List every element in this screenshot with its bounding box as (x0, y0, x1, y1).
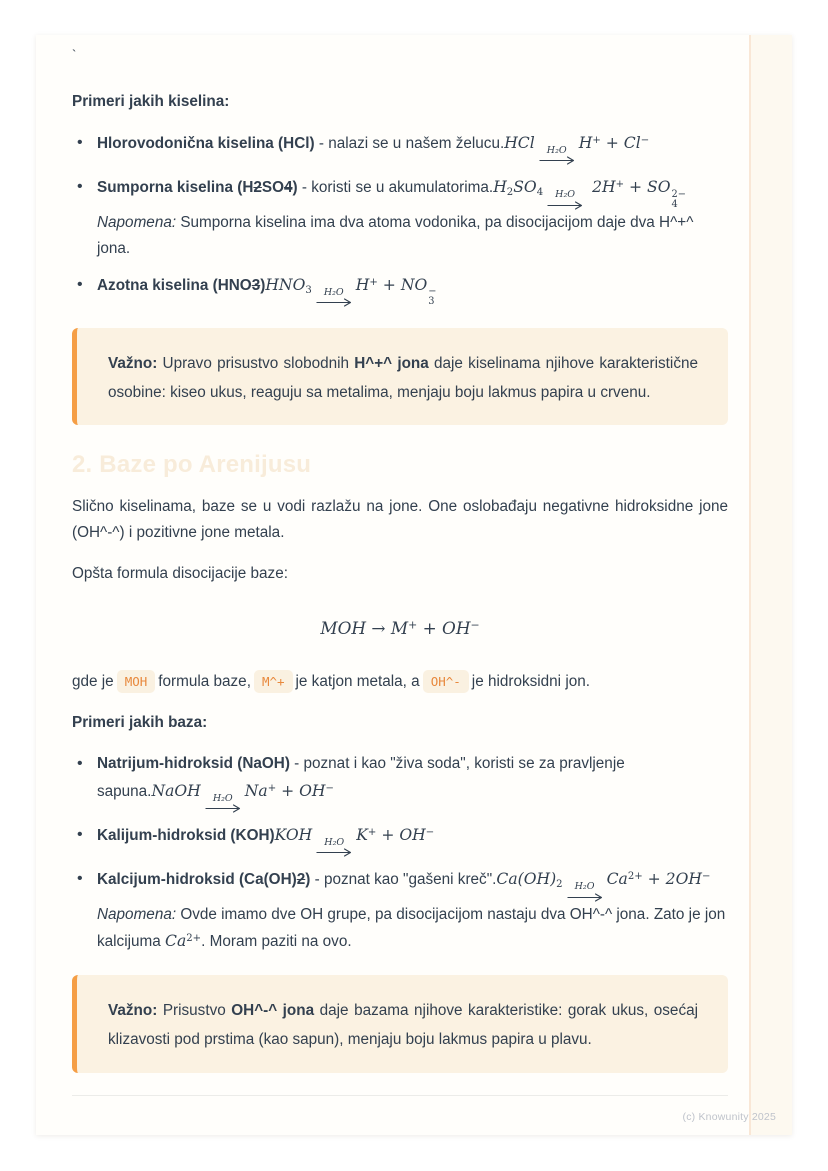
text-run: + (367, 826, 377, 838)
reaction-arrow (539, 146, 575, 166)
page-edge-strip (749, 35, 792, 1135)
text-run: H (355, 275, 370, 294)
text-run: daje bazama njihove karakteristike: gorak ukus, osećaj klizavosti pod prstima (kao sapun), menjaju boju lakmus papira u plavu. (108, 1002, 698, 1049)
text-run: je katjon metala, a (295, 672, 420, 690)
text-run: Upravo prisustvo slobodnih (157, 354, 355, 372)
text-run: 4 (536, 187, 544, 198)
section-heading: 2. Baze po Arenijusu (72, 450, 312, 478)
paragraph (72, 710, 728, 736)
arrow-label: H₂O (324, 836, 345, 848)
text-run: K (356, 826, 368, 845)
text-run: + NO (377, 275, 428, 294)
text-run: 2H (587, 178, 616, 197)
callout-box (72, 328, 728, 425)
text-run: Slično kiselinama, baze se u vodi razlažu na jone. One oslobađaju negativne hidroksidne jone (OH^-^) i pozitivne jone metala. (72, 497, 728, 542)
text-run: ) (260, 276, 266, 294)
text-run: Ca (606, 870, 628, 889)
text-run: Cl (623, 133, 641, 152)
arrow-line-icon (547, 201, 583, 210)
text-run: 4 (284, 179, 293, 197)
text-run: + (369, 276, 378, 288)
text-run: Napomena: (97, 214, 177, 232)
text-run: + OH (417, 617, 471, 638)
text-run: Natrijum-hidroksid (NaOH) (97, 755, 290, 773)
text-run: Kalcijum-hidroksid (Ca(OH) (97, 871, 297, 889)
text-run: Opšta formula disocijacije baze: (72, 565, 288, 583)
copyright-footer: (c) Knowunity 2025 (682, 1111, 776, 1123)
callout-box (72, 975, 728, 1072)
text-run: SO (513, 178, 537, 197)
text-run: OH^-^ jona (231, 1002, 315, 1020)
text-run: Napomena: (97, 905, 177, 923)
text-run: + OH (276, 781, 326, 800)
math-display (72, 618, 728, 639)
text-run: daje kiselinama njihove karakteristične osobine: kiseo ukus, reaguju sa metalima, menjaju boju lakmus papira u crvenu. (108, 354, 698, 401)
text-run: . Moram paziti na ovo. (201, 933, 352, 951)
document-page (36, 35, 792, 1135)
list-item (94, 751, 728, 813)
text-run: KOH (274, 826, 313, 845)
paragraph (72, 561, 728, 587)
arrow-label: H₂O (555, 189, 576, 201)
text-run: − (325, 782, 334, 794)
text-run: ` (72, 47, 77, 62)
paragraph (72, 494, 728, 547)
text-run: + OH (376, 826, 426, 845)
reaction-arrow (205, 794, 241, 814)
bullet-list (72, 130, 728, 308)
text-run: + (615, 179, 625, 191)
list-item (94, 174, 728, 263)
text-run: Primeri jakih baza: (72, 714, 208, 732)
math-subsup (428, 287, 436, 308)
text-run: Na (244, 781, 268, 800)
superscript: 2− (671, 188, 686, 200)
arrow-line-icon (567, 893, 603, 902)
list-item (94, 822, 728, 857)
text-run: 2 (506, 187, 514, 198)
text-run: SO (261, 179, 285, 197)
text-run: gde je (72, 672, 114, 690)
text-run: Azotna kiselina (HNO (97, 276, 252, 294)
bullet-list (72, 751, 728, 955)
text-run: + (600, 133, 624, 152)
text-run: formula baze, (158, 672, 251, 690)
text-run: H (578, 133, 593, 152)
text-run: Važno: (108, 1002, 158, 1020)
text-run: NaOH (151, 781, 201, 800)
text-run: je hidroksidni jon. (471, 672, 590, 690)
stray-backtick (72, 45, 728, 65)
text-run: - poznat kao "gašeni kreč". (310, 871, 497, 889)
subscript: 3 (428, 296, 435, 308)
text-run: - nalazi se u našem želucu. (314, 134, 505, 152)
text-run: − (425, 826, 435, 838)
text-run: + (408, 618, 418, 632)
text-run: Kalijum-hidroksid (KOH) (97, 827, 275, 845)
arrow-label: H₂O (212, 792, 233, 804)
subscript: 4 (671, 198, 678, 210)
text-run: H^+^ jona (354, 354, 429, 372)
text-run: Ca(OH) (496, 870, 557, 889)
text-run: Primeri jakih kiselina: (72, 92, 230, 110)
text-run: − (640, 134, 650, 146)
inline-code: OH^- (423, 670, 469, 693)
text-run: 2 (556, 879, 563, 891)
text-run: − (470, 618, 480, 632)
document-content (72, 39, 728, 1087)
paragraph (72, 89, 728, 115)
text-run: Ca (165, 932, 187, 951)
reaction-arrow (316, 288, 352, 308)
text-run: Ovde imamo dve OH grupe, pa disocijacijom nastaju dva OH^-^ jona. Zato je jon kalcijuma (97, 905, 726, 951)
text-run: MOH (320, 617, 372, 638)
divider (72, 1095, 728, 1096)
superscript: − (428, 286, 437, 298)
text-run: - koristi se u akumulatorima. (297, 179, 494, 197)
arrow-line-icon (316, 848, 352, 857)
arrow-label: H₂O (323, 286, 344, 298)
text-run: + (267, 782, 277, 794)
inline-code: MOH (117, 670, 156, 693)
arrow-line-icon (539, 156, 575, 165)
text-run: Važno: (108, 354, 158, 372)
reaction-arrow (567, 882, 603, 902)
text-run: 2+ (186, 933, 202, 945)
text-run: H (493, 178, 507, 197)
text-run: Sumporna kiselina (H (97, 179, 254, 197)
arrow-label: H₂O (546, 144, 567, 156)
arrow-line-icon (205, 804, 241, 813)
list-item (94, 866, 728, 955)
text-run: Prisustvo (157, 1002, 232, 1020)
inline-code: M^+ (254, 670, 293, 693)
reaction-arrow (547, 190, 583, 210)
text-run: 3 (251, 276, 261, 294)
text-run: 2+ (627, 871, 643, 883)
text-run: + SO (624, 178, 671, 197)
math-subsup (672, 190, 686, 211)
text-run: 2 (296, 871, 306, 889)
list-item (94, 272, 728, 308)
paragraph (72, 669, 728, 695)
text-run: HNO (265, 275, 306, 294)
text-run: HCl (504, 133, 535, 152)
text-run: Sumporna kiselina ima dva atoma vodonika, pa disocijacijom daje dva H^+^ jona. (97, 214, 694, 258)
text-run: → (371, 617, 386, 638)
callout-text (108, 996, 698, 1054)
callout-text (108, 349, 698, 407)
text-run: − (701, 871, 711, 883)
text-run: + (592, 134, 601, 146)
text-run: ) (305, 871, 311, 889)
text-run: - poznat i kao "živa soda", koristi se za pravljenje sapuna. (97, 755, 625, 800)
arrow-label: H₂O (574, 881, 595, 893)
text-run: + 2OH (642, 870, 702, 889)
arrow-line-icon (316, 298, 352, 307)
text-run: M (385, 617, 409, 638)
text-run: ) (292, 179, 298, 197)
text-run: 2 (253, 179, 262, 197)
list-item (94, 130, 728, 165)
text-run: 3 (305, 284, 312, 296)
text-run: Hlorovodonična kiselina (HCl) (97, 134, 315, 152)
reaction-arrow (316, 838, 352, 858)
